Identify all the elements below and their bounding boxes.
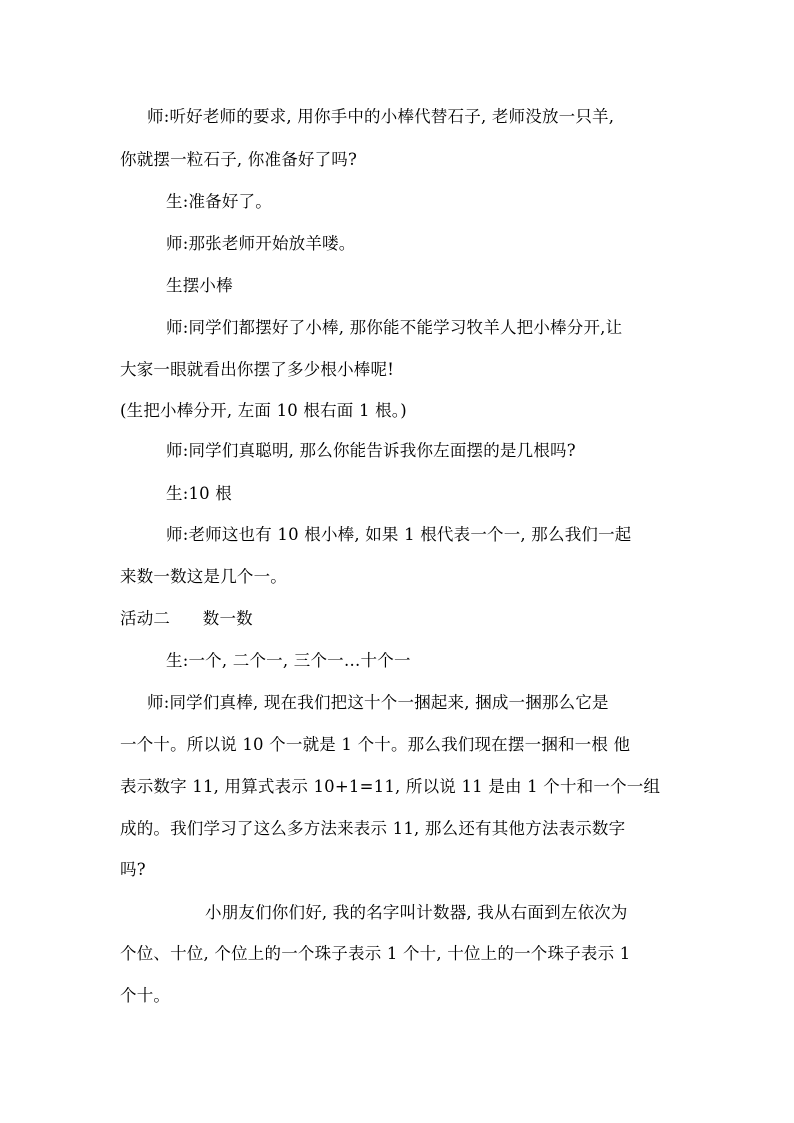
text-line: 个位、十位, 个位上的一个珠子表示 1 个十, 十位上的一个珠子表示 1 xyxy=(120,944,631,963)
text-line: 生摆小棒 xyxy=(166,276,233,295)
text-line: 师:老师这也有 10 根小棒, 如果 1 根代表一个一, 那么我们一起 xyxy=(166,525,632,544)
text-line: 小朋友们你们好, 我的名字叫计数器, 我从右面到左依次为 xyxy=(205,903,628,922)
text-line: 师:同学们真棒, 现在我们把这十个一捆起来, 捆成一捆那么它是 xyxy=(147,693,609,712)
text-line: 师:那张老师开始放羊喽。 xyxy=(166,234,356,253)
text-line: 表示数字 11, 用算式表示 10+1=11, 所以说 11 是由 1 个十和一个一组 xyxy=(120,777,661,796)
text-line: 吗? xyxy=(120,860,146,879)
text-line: 生:准备好了。 xyxy=(166,192,272,211)
text-line: 生:10 根 xyxy=(166,484,232,503)
text-line: 大家一眼就看出你摆了多少根小棒呢! xyxy=(120,360,395,379)
text-line: 师:听好老师的要求, 用你手中的小棒代替石子, 老师没放一只羊, xyxy=(147,107,615,126)
text-line: 一个十。所以说 10 个一就是 1 个十。那么我们现在摆一捆和一根 他 xyxy=(120,735,631,754)
section-heading: 活动二 数一数 xyxy=(120,609,253,628)
text-line: 你就摆一粒石子, 你准备好了吗? xyxy=(120,150,358,169)
text-line: 来数一数这是几个一。 xyxy=(120,567,287,586)
text-line: 生:一个, 二个一, 三个一…十个一 xyxy=(166,651,411,670)
text-line: 师:同学们都摆好了小棒, 那你能不能学习牧羊人把小棒分开,让 xyxy=(166,318,623,337)
text-line: (生把小棒分开, 左面 10 根右面 1 根。) xyxy=(120,401,407,420)
text-line: 师:同学们真聪明, 那么你能告诉我你左面摆的是几根吗? xyxy=(166,441,576,460)
text-line: 成的。我们学习了这么多方法来表示 11, 那么还有其他方法表示数字 xyxy=(120,819,626,838)
text-line: 个十。 xyxy=(120,986,171,1005)
